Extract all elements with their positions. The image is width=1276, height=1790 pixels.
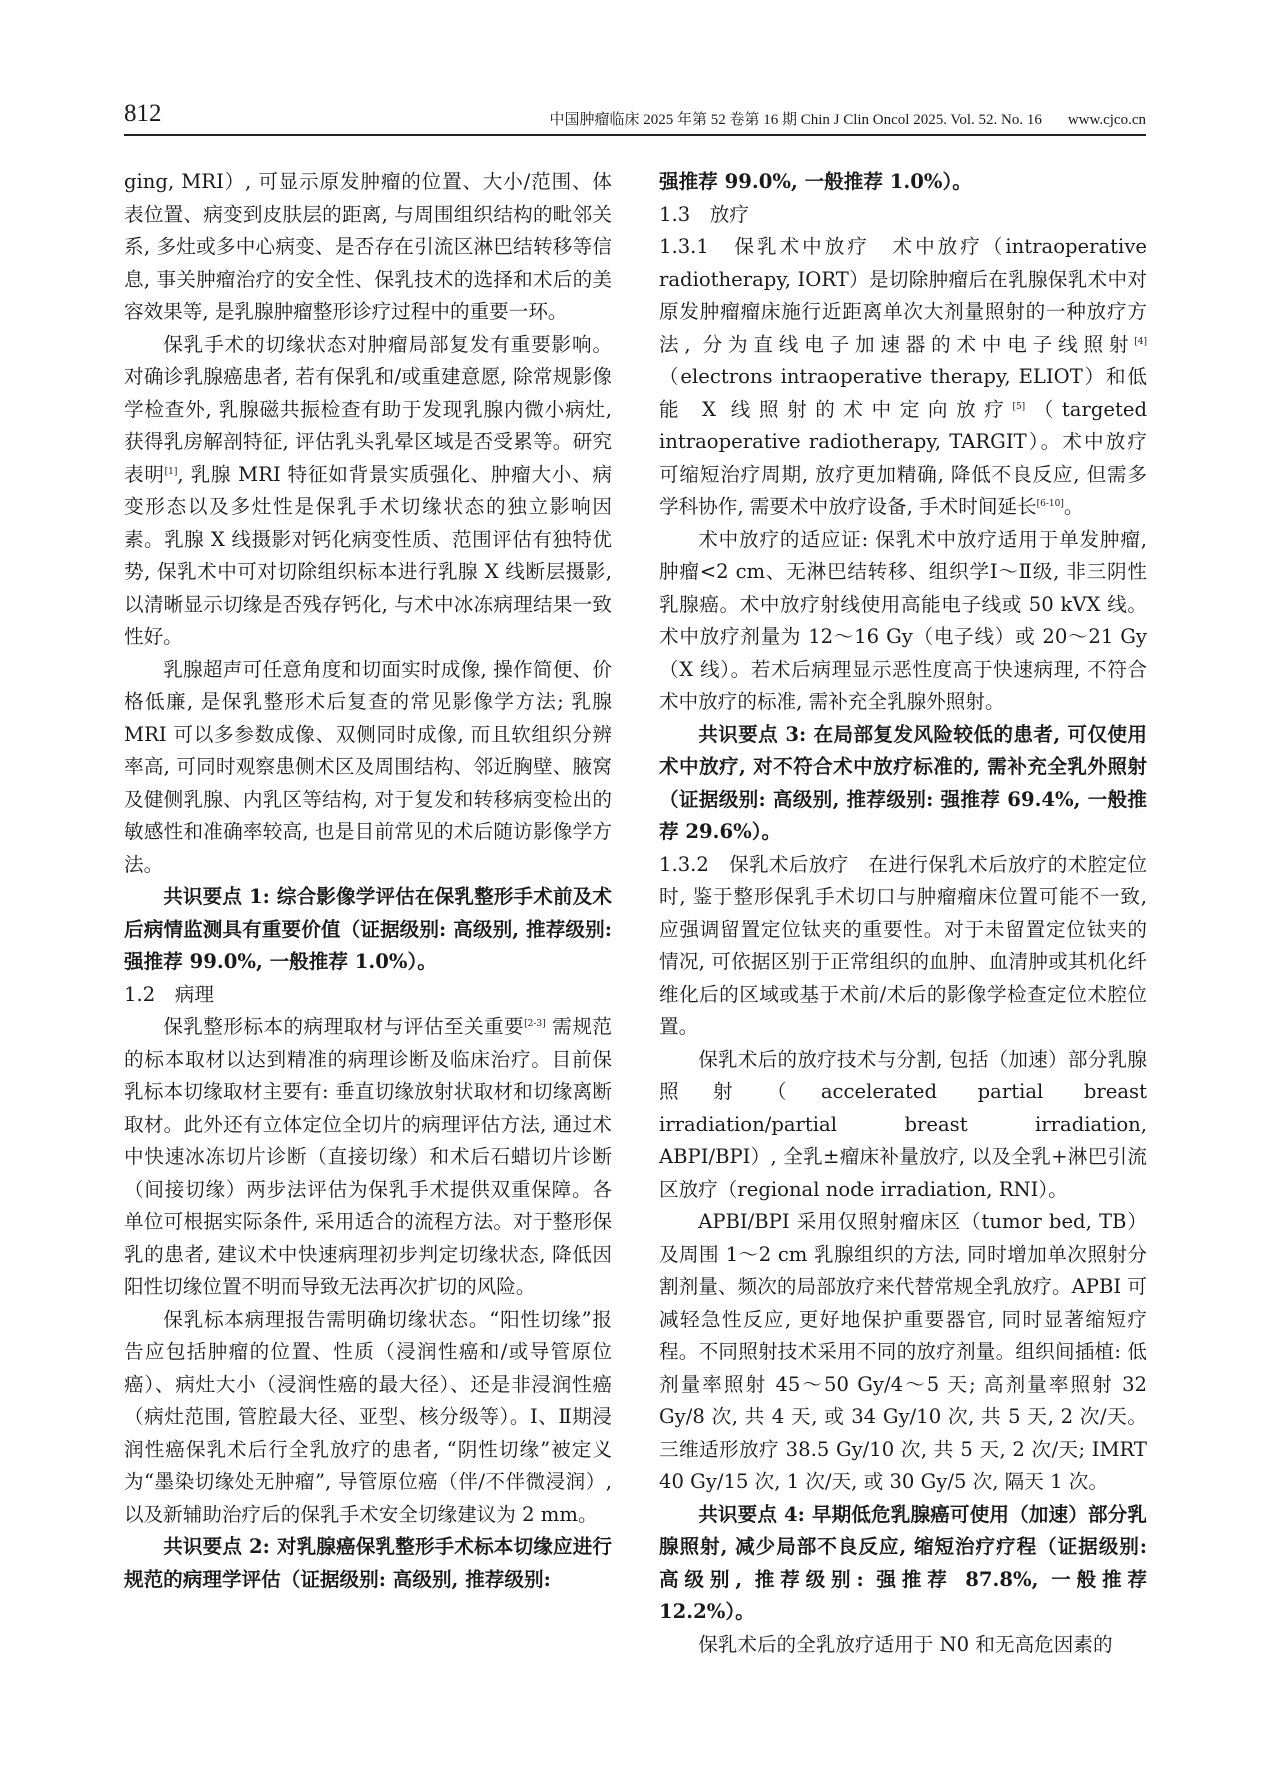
paragraph-text: 在进行保乳术后放疗的术腔定位时, 鉴于整形保乳手术切口与肿瘤瘤床位置可能不一致, 应强调留置定位钛夹的重要性。对于未留置定位钛夹的情况, 可依据区别于正常组织的血肿、血清肿或其机化纤维化后的区域或基于术前/术后的影像学检查定位术腔位置。 — [659, 852, 1148, 1038]
consensus-point-4: 共识要点 4: 早期低危乳腺癌可使用（加速）部分乳腺照射, 减少局部不良反应, 缩短治疗疗程（证据级别: 高级别, 推荐级别: 强推荐 87.8%, 一般推荐 12.2%）。 — [659, 1502, 1147, 1623]
page-number: 812 — [124, 100, 162, 127]
paragraph-text: 。 — [1063, 495, 1084, 518]
paragraph: ging, MRI）, 可显示原发肿瘤的位置、大小/范围、体表位置、病变到皮肤层的距离, 与周围组织结构的毗邻关系, 多灶或多中心病变、是否存在引流区淋巴结转移等信息, 事关肿瘤治疗的安全性、保乳技术的选择和术后的美容效果等, 是乳腺肿瘤整形诊疗过程中的重要一环。 — [124, 170, 612, 323]
journal-citation: 中国肿瘤临床 2025 年第 52 卷第 16 期 Chin J Clin Oncol 2025. Vol. 52. No. 16 — [549, 112, 1042, 128]
citation-ref[interactable]: [4] — [1134, 336, 1147, 347]
left-column — [124, 166, 612, 1596]
subsection-heading: 1.3.1 保乳术中放疗 — [659, 235, 893, 258]
paragraph-text: 保乳手术的切缘状态对肿瘤局部复发有重要影响。对确诊乳腺癌患者, 若有保乳和/或重建意愿, 除常规影像学检查外, 乳腺磁共振检查有助于发现乳腺内微小病灶, 获得乳房解剖特征, 评估乳头乳晕区域是否受累等。研究表明 — [124, 332, 612, 486]
paragraph-text: （targeted intraoperative radiotherapy, TARGIT）。术中放疗可缩短治疗周期, 放疗更加精确, 降低不良反应, 但需多学科协作, 需要术中放疗设备, 手术时间延长 — [659, 397, 1148, 518]
citation-ref[interactable]: [2-3] — [524, 1018, 546, 1029]
paragraph-text: （electrons intraoperative therapy, ELIOT）和低能 X 线照射的术中定向放疗 — [659, 365, 1147, 421]
consensus-point-1: 共识要点 1: 综合影像学评估在保乳整形手术前及术后病情监测具有重要价值（证据级别: 高级别, 推荐级别: 强推荐 99.0%, 一般推荐 1.0%）。 — [124, 885, 612, 973]
section-heading: 1.2 病理 — [124, 982, 214, 1006]
page-header — [124, 100, 1146, 136]
subsection-heading: 1.3.2 保乳术后放疗 — [659, 852, 869, 876]
paragraph-text: 需规范的标本取材以达到精准的病理诊断及临床治疗。目前保乳标本切缘取材主要有: 垂直切缘放射状取材和切缘离断取材。此外还有立体定位全切片的病理评估方法, 通过术中快速冰冻切片诊断（直接切缘）和术后石蜡切片诊断（间接切缘）两步法评估为保乳手术提供双重保障。各单位可根据实际条件, 采用适合的流程方法。对于整形保乳的患者, 建议术中快速病理初步判定切缘状态, 降低因阳性切缘位置不明而导致无法再次扩切的风险。 — [124, 1015, 613, 1298]
paragraph — [124, 1011, 612, 1304]
paragraph — [659, 849, 1147, 1044]
header-rule — [124, 134, 1146, 136]
citation-ref[interactable]: [5] — [1012, 401, 1026, 412]
consensus-point-2: 共识要点 2: 对乳腺癌保乳整形手术标本切缘应进行规范的病理学评估（证据级别: 高级别, 推荐级别: — [124, 1535, 612, 1591]
paragraph-text: 保乳整形标本的病理取材与评估至关重要 — [163, 1015, 525, 1038]
journal-url[interactable]: www.cjco.cn — [1067, 112, 1146, 128]
section-heading: 1.3 放疗 — [659, 202, 749, 226]
consensus-point-2-continued: 强推荐 99.0%, 一般推荐 1.0%）。 — [659, 170, 972, 193]
citation-ref[interactable]: [6-10] — [1036, 498, 1064, 509]
paragraph: 保乳标本病理报告需明确切缘状态。“阳性切缘”报告应包括肿瘤的位置、性质（浸润性癌和/或导管原位癌）、病灶大小（浸润性癌的最大径）、还是非浸润性癌（病灶范围, 管腔最大径、亚型、核分级等）。Ⅰ、Ⅱ期浸润性癌保乳术后行全乳放疗的患者, “阴性切缘”被定义为“墨染切缘处无肿瘤”, 导管原位癌（伴/不伴微浸润）, 以及新辅助治疗后的保乳手术安全切缘建议为 2 mm。 — [124, 1307, 612, 1526]
paragraph-text: , 乳腺 MRI 特征如背景实质强化、肿瘤大小、病变形态以及多灶性是保乳手术切缘状态的独立影响因素。乳腺 X 线摄影对钙化病变性质、范围评估有独特优势, 保乳术中可对切除组织标本进行乳腺 X 线断层摄影, 以清晰显示切缘是否残存钙化, 与术中冰冻病理结果一致性好。 — [124, 462, 613, 648]
right-column — [659, 166, 1147, 1661]
consensus-point-3: 共识要点 3: 在局部复发风险较低的患者, 可仅使用术中放疗, 对不符合术中放疗标准的, 需补充全乳外照射（证据级别: 高级别, 推荐级别: 强推荐 69.4%, 一般推荐 29.6%）。 — [659, 722, 1147, 843]
paragraph — [124, 329, 612, 654]
paragraph: APBI/BPI 采用仅照射瘤床区（tumor bed, TB）及周围 1～2 cm 乳腺组织的方法, 同时增加单次照射分割剂量、频次的局部放疗来代替常规全乳放疗。APBI 可减轻急性反应, 更好地保护重要器官, 同时显著缩短疗程。不同照射技术采用不同的放疗剂量。组织间插植: 低剂量率照射 45～50 Gy/4～5 天; 高剂量率照射 32 Gy/8 次, 共 4 天, 或 34 Gy/10 次, 共 5 天, 2 次/天。三维适形放疗 38.5 Gy/10 次, 共 5 天, 2 次/天; IMRT 40 Gy/15 次, 1 次/天, 或 30 Gy/5 次, 隔天 1 次。 — [659, 1210, 1147, 1493]
paragraph: 保乳术后的全乳放疗适用于 N0 和无高危因素的 — [698, 1632, 1113, 1656]
paragraph: 保乳术后的放疗技术与分割, 包括（加速）部分乳腺照射（accelerated partial breast irradiation/partial breast irradiation, ABPI/BPI）, 全乳±瘤床补量放疗, 以及全乳+淋巴引流区放疗（regional node irradiation, RNI）。 — [659, 1047, 1147, 1201]
paragraph-text: 术中放疗（intraoperative radiotherapy, IORT）是切除肿瘤后在乳腺保乳术中对原发肿瘤瘤床施行近距离单次大剂量照射的一种放疗方法, 分为直线电子加速器的术中电子线照射 — [659, 235, 1147, 356]
journal-info — [549, 108, 1146, 129]
citation-ref[interactable]: [1] — [164, 466, 178, 477]
paragraph: 乳腺超声可任意角度和切面实时成像, 操作简便、价格低廉, 是保乳整形术后复查的常见影像学方法; 乳腺 MRI 可以多参数成像、双侧同时成像, 而且软组织分辨率高, 可同时观察患侧术区及周围结构、邻近胸壁、腋窝及健侧乳腺、内乳区等结构, 对于复发和转移病变检出的敏感性和准确率较高, 也是目前常见的术后随访影像学方法。 — [124, 657, 612, 876]
paragraph — [659, 231, 1147, 524]
paragraph: 术中放疗的适应证: 保乳术中放疗适用于单发肿瘤, 肿瘤<2 cm、无淋巴结转移、组织学Ⅰ～Ⅱ级, 非三阴性乳腺癌。术中放疗射线使用高能电子线或 50 kVX 线。术中放疗剂量为 12～16 Gy（电子线）或 20～21 Gy（X 线）。若术后病理显示恶性度高于快速病理, 不符合术中放疗的标准, 需补充全乳腺外照射。 — [659, 527, 1147, 713]
